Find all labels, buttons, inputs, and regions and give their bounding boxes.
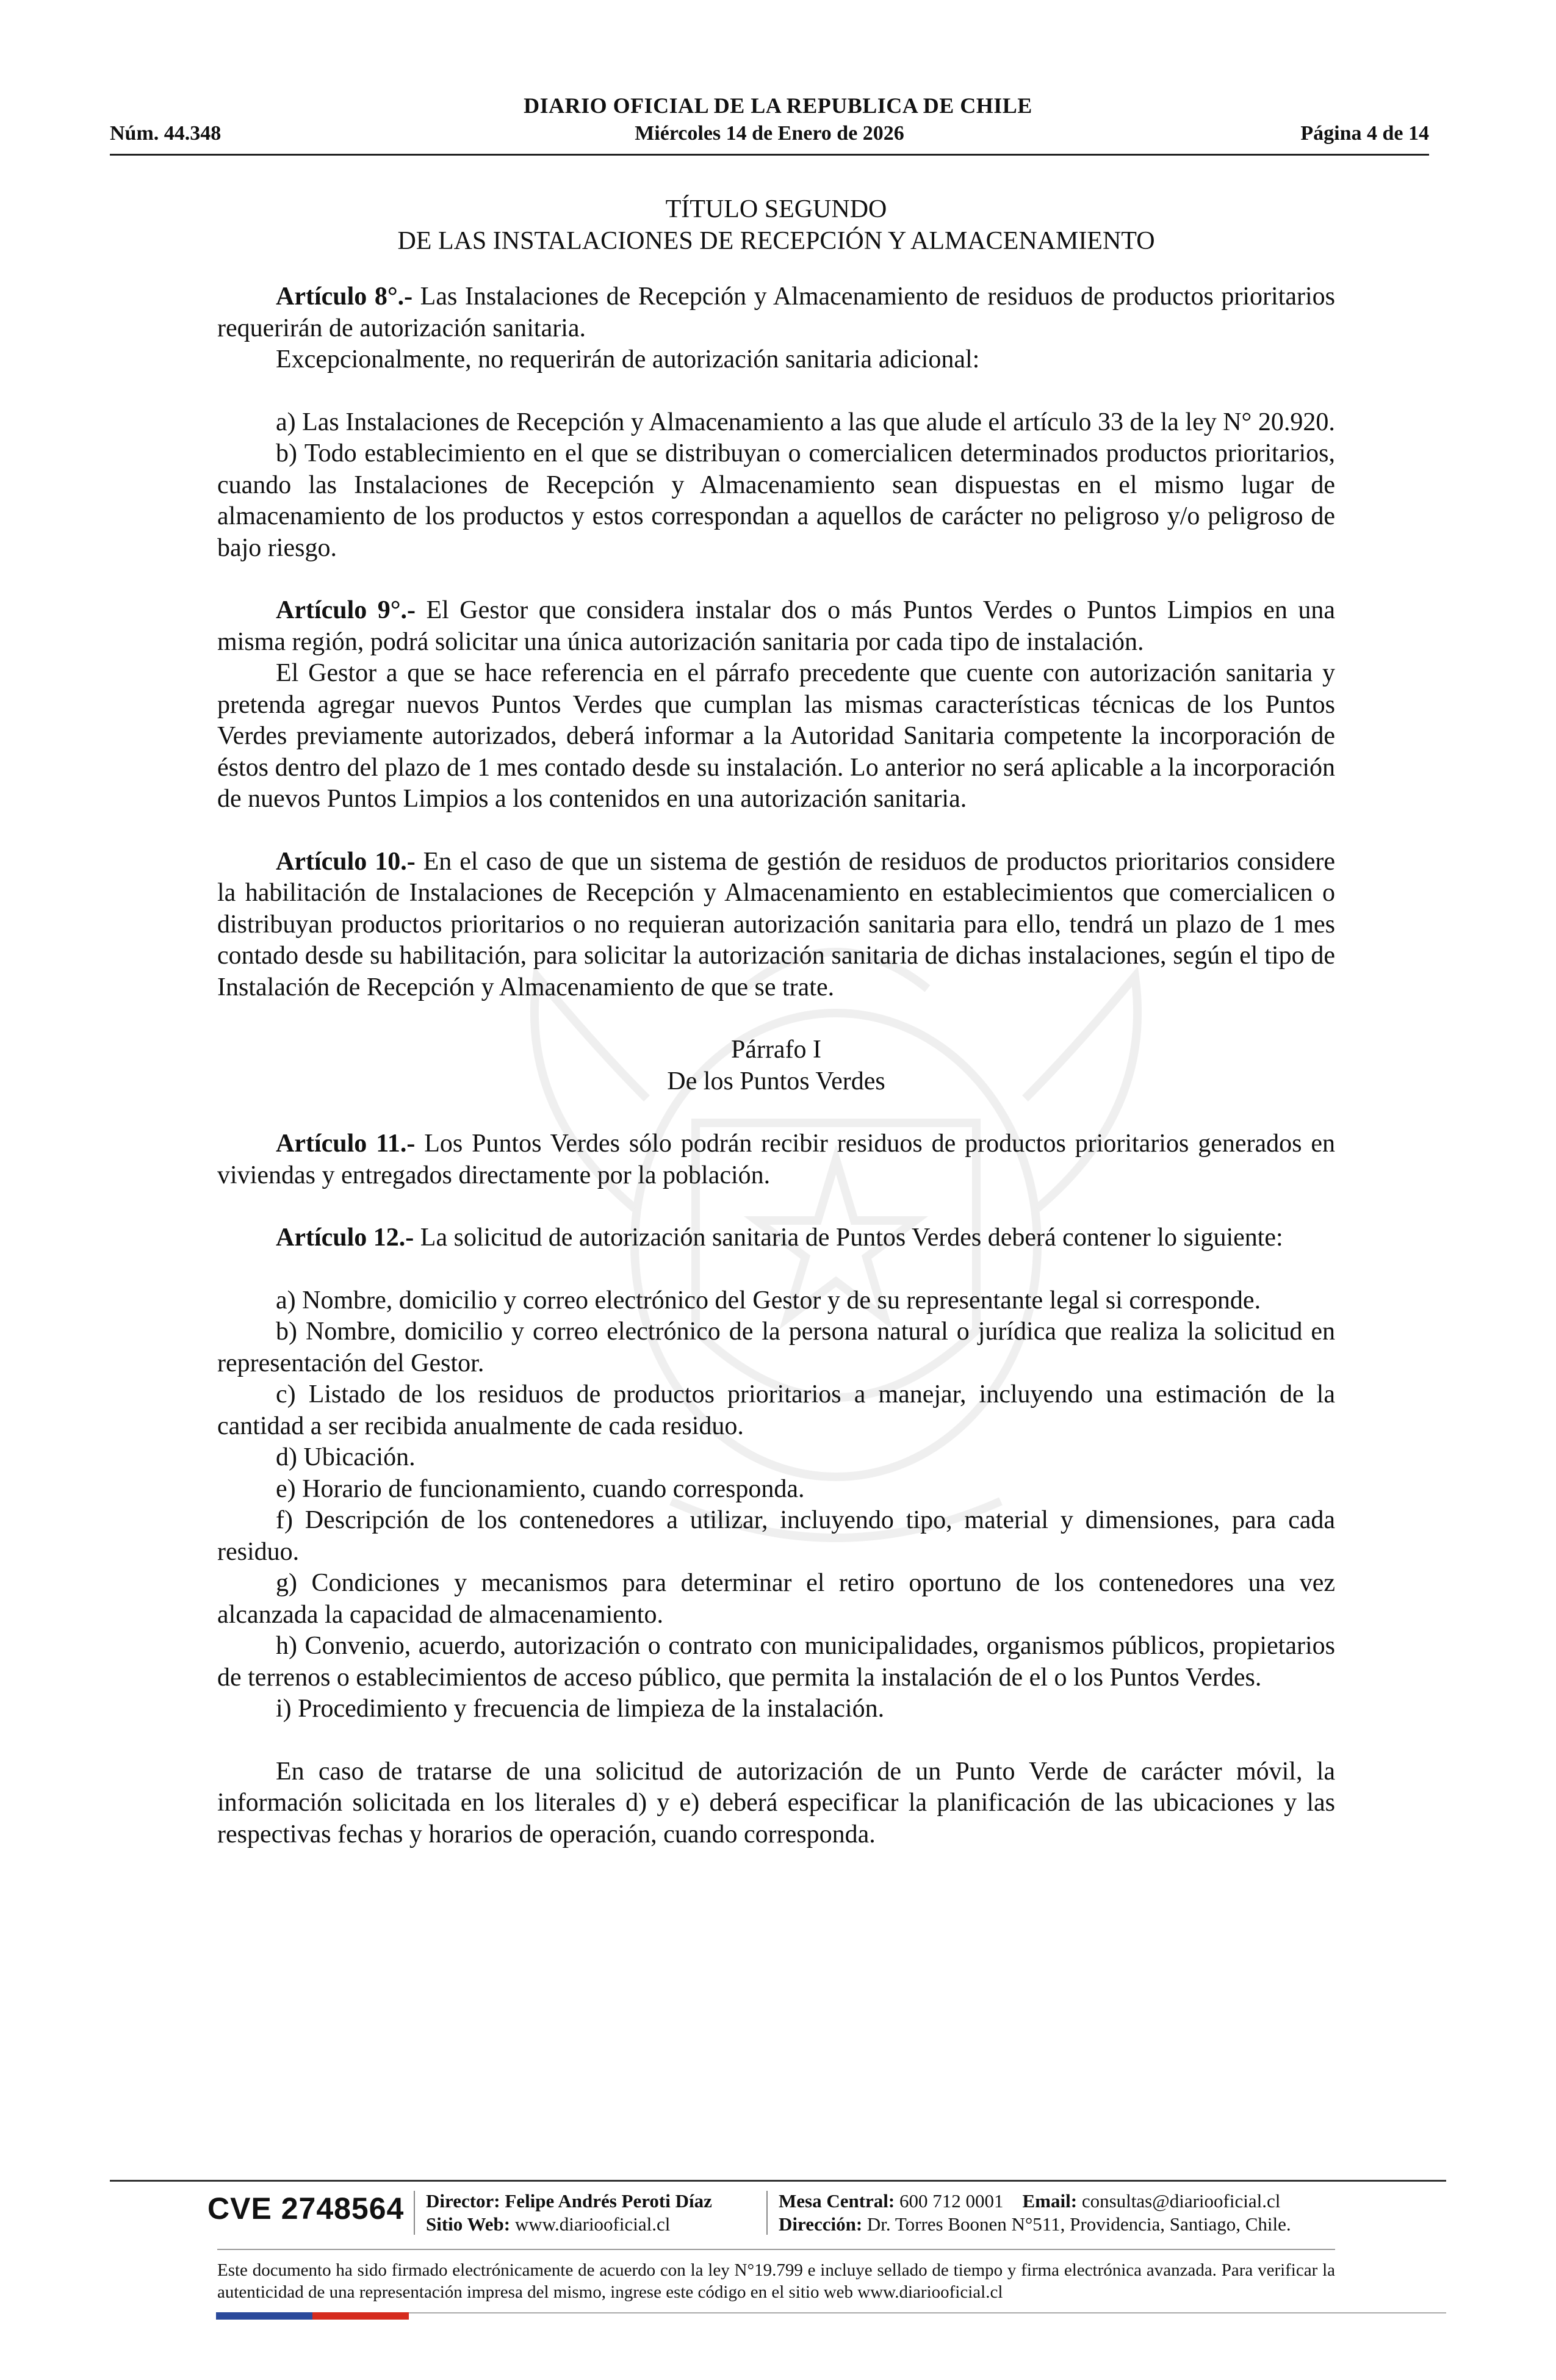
footer-divider-2 bbox=[217, 2249, 1335, 2250]
article-10-heading: Artículo 10.- bbox=[276, 847, 416, 876]
cve-code: CVE 2748564 bbox=[207, 2191, 405, 2226]
article-11-heading: Artículo 11.- bbox=[276, 1130, 416, 1158]
article-9-paragraph-2: El Gestor a que se hace referencia en el párrafo precedente que cuente con autorización sanitaria y pretenda agregar nuevos Puntos Verdes que cumplan las mismas características técnicas de los Puntos Verdes previamente autorizados, deberá informar a la Autoridad Sanitaria competente la incorporación de éstos dentro del plazo de 1 mes contado desde su instalación. Lo anterior no será aplicable a la incorporación de nuevos Puntos Limpios a los contenidos en una autorización sanitaria. bbox=[217, 659, 1335, 813]
article-8-item-a: a) Las Instalaciones de Recepción y Almacenamiento a las que alude el artículo 33 de la ley N° 20.920. bbox=[276, 408, 1335, 436]
director-name: Felipe Andrés Peroti Díaz bbox=[505, 2190, 712, 2212]
article-12-item-f: f) Descripción de los contenedores a utilizar, incluyendo tipo, material y dimensiones, para cada residuo. bbox=[217, 1506, 1335, 1566]
page-indicator: Página 4 de 14 bbox=[1300, 122, 1429, 145]
article-12-item-c: c) Listado de los residuos de productos prioritarios a manejar, incluyendo una estimación de la cantidad a ser recibida anualmente de cada residuo. bbox=[217, 1380, 1335, 1440]
paragraph-heading-2: De los Puntos Verdes bbox=[667, 1067, 885, 1095]
footer-contact-block bbox=[779, 2190, 1291, 2236]
document-body bbox=[217, 194, 1335, 1850]
article-12-text-1: La solicitud de autorización sanitaria de Puntos Verdes deberá contener lo siguiente: bbox=[420, 1224, 1283, 1252]
header-divider bbox=[110, 154, 1429, 156]
article-8-paragraph-2: Excepcionalmente, no requerirán de autorización sanitaria adicional: bbox=[276, 345, 980, 373]
address-label: Dirección: bbox=[779, 2213, 863, 2235]
email-label: Email: bbox=[1022, 2190, 1078, 2212]
footer-separator bbox=[414, 2191, 415, 2235]
mesa-phone: 600 712 0001 bbox=[899, 2190, 1004, 2212]
article-8-text-1: Las Instalaciones de Recepción y Almacenamiento de residuos de productos prioritarios requerirán de autorización sanitaria. bbox=[217, 283, 1335, 342]
article-8-paragraph-1 bbox=[217, 281, 1335, 344]
article-11-text-1: Los Puntos Verdes sólo podrán recibir residuos de productos prioritarios generados en viviendas y entregados directamente por la población. bbox=[217, 1130, 1336, 1189]
title-line-2: DE LAS INSTALACIONES DE RECEPCIÓN Y ALMACENAMIENTO bbox=[397, 226, 1155, 255]
article-8-item-b: b) Todo establecimiento en el que se distribuyan o comercialicen determinados productos prioritarios, cuando las Instalaciones de Recepción y Almacenamiento sean dispuestas en el mismo lugar de almacenamiento de los productos y estos correspondan a aquellos de carácter no peligroso y/o peligroso de bajo riesgo. bbox=[217, 439, 1335, 562]
article-10-paragraph-1 bbox=[217, 846, 1335, 1004]
mesa-label: Mesa Central: bbox=[779, 2190, 895, 2212]
director-label: Director: bbox=[426, 2190, 500, 2212]
site-label: Sitio Web: bbox=[426, 2213, 511, 2235]
legal-notice: Este documento ha sido firmado electrónicamente de acuerdo con la ley N°19.799 e incluye sellado de tiempo y firma electrónica avanzada. Para verificar la autenticidad de una representación impresa del mismo, ingrese este código en el sitio web www.diariooficial.cl bbox=[217, 2260, 1335, 2302]
paragraph-heading-1: Párrafo I bbox=[730, 1036, 822, 1064]
article-12-closing: En caso de tratarse de una solicitud de autorización de un Punto Verde de carácter móvil, la información solicitada en los literales d) y e) deberá especificar la planificación de las ubicaciones y las respectivas fechas y horarios de operación, cuando corresponda. bbox=[217, 1757, 1335, 1848]
footer-divider bbox=[110, 2180, 1446, 2182]
flag-bar-red bbox=[312, 2312, 409, 2320]
article-10-text-1: En el caso de que un sistema de gestión de residuos de productos prioritarios considere la habilitación de Instalaciones de Recepción y Almacenamiento en establecimientos que comercialicen o distribuyan productos prioritarios o no requieran autorización sanitaria para ello, tendrá un plazo de 1 mes contado desde su habilitación, para solicitar la autorización sanitaria de dichas instalaciones, según el tipo de Instalación de Recepción y Almacenamiento de que se trate. bbox=[217, 847, 1335, 1001]
email-link[interactable]: consultas@diariooficial.cl bbox=[1081, 2190, 1281, 2212]
article-8-heading: Artículo 8°.- bbox=[276, 283, 413, 311]
article-12-item-e: e) Horario de funcionamiento, cuando corresponda. bbox=[276, 1474, 805, 1503]
article-12-item-g: g) Condiciones y mecanismos para determinar el retiro oportuno de los contenedores una vez alcanzada la capacidad de almacenamiento. bbox=[217, 1569, 1335, 1629]
address-text: Dr. Torres Boonen N°511, Providencia, Santiago, Chile. bbox=[866, 2213, 1291, 2235]
title-line-1: TÍTULO SEGUNDO bbox=[665, 195, 887, 223]
article-9-text-1: El Gestor que considera instalar dos o más Puntos Verdes o Puntos Limpios en una misma región, podrá solicitar una única autorización sanitaria por cada tipo de instalación. bbox=[217, 596, 1335, 656]
article-9-heading: Artículo 9°.- bbox=[276, 596, 416, 624]
article-12-heading: Artículo 12.- bbox=[276, 1224, 414, 1252]
article-12-item-i: i) Procedimiento y frecuencia de limpieza de la instalación. bbox=[276, 1695, 885, 1723]
site-link[interactable]: www.diariooficial.cl bbox=[514, 2213, 671, 2235]
article-11-paragraph-1 bbox=[217, 1128, 1335, 1191]
gazette-title: DIARIO OFICIAL DE LA REPUBLICA DE CHILE bbox=[524, 93, 1032, 118]
flag-bar-blue bbox=[216, 2312, 312, 2320]
footer-separator bbox=[766, 2191, 768, 2235]
article-9-paragraph-1 bbox=[217, 595, 1335, 658]
flag-rule bbox=[409, 2312, 1446, 2313]
article-12-item-h: h) Convenio, acuerdo, autorización o contrato con municipalidades, organismos públicos, propietarios de terrenos o establecimientos de acceso público, que permita la instalación de el o los Puntos Verdes. bbox=[217, 1632, 1335, 1692]
footer-director-block bbox=[426, 2190, 712, 2236]
issue-date: Miércoles 14 de Enero de 2026 bbox=[635, 122, 904, 145]
issue-number: Núm. 44.348 bbox=[110, 122, 222, 145]
article-12-item-b: b) Nombre, domicilio y correo electrónico de la persona natural o jurídica que realiza la solicitud en representación del Gestor. bbox=[217, 1318, 1335, 1377]
article-12-item-d: d) Ubicación. bbox=[276, 1443, 416, 1471]
article-12-paragraph-1 bbox=[217, 1222, 1335, 1254]
header-row bbox=[110, 122, 1429, 149]
article-12-item-a: a) Nombre, domicilio y correo electrónico del Gestor y de su representante legal si corresponde. bbox=[276, 1286, 1261, 1314]
